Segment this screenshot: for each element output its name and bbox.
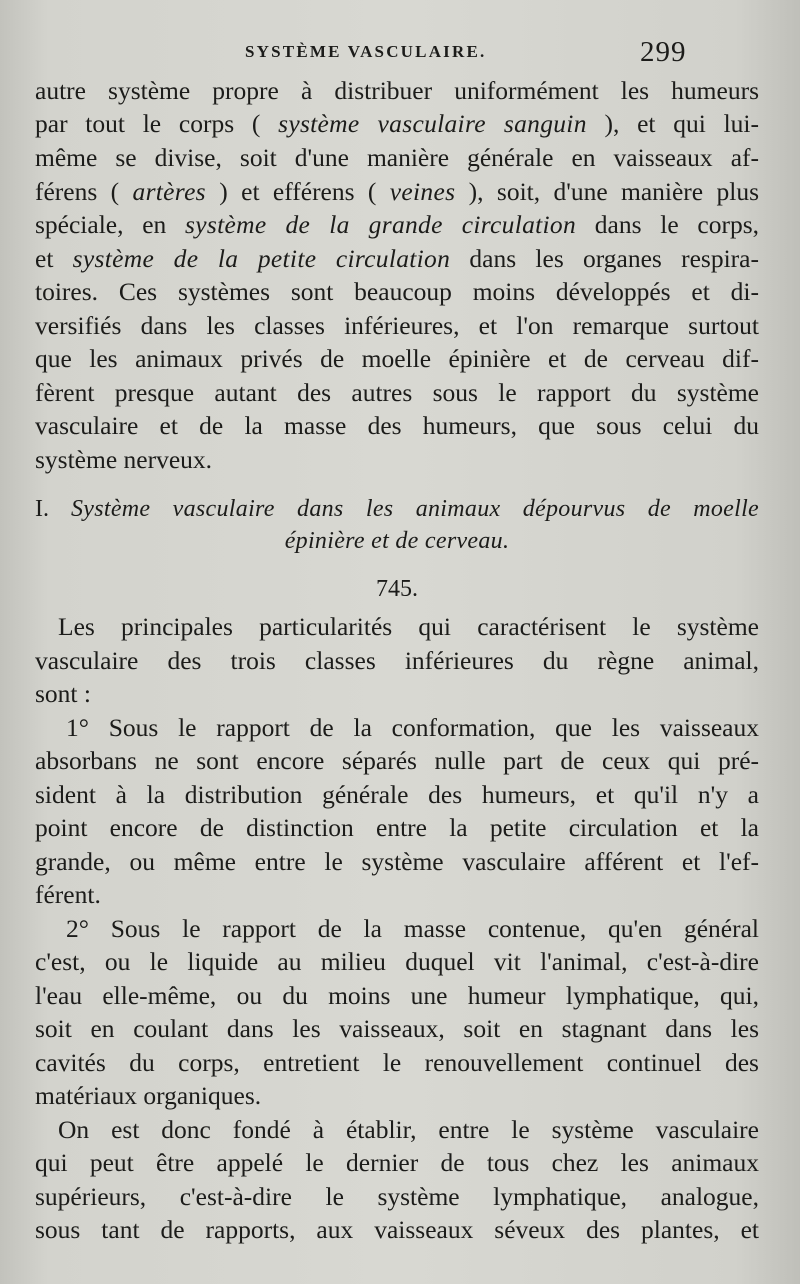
running-title: SYSTÈME VASCULAIRE.	[245, 42, 487, 61]
italic-text: veines	[389, 177, 456, 206]
text-line: férens ( artères ) et efférens ( veines ), soit, d'une manière plus	[35, 177, 759, 206]
text-line: spéciale, en système de la grande circulation dans le corps,	[35, 210, 759, 239]
text-line: 2° Sous le rapport de la masse contenue, qu'en général	[66, 914, 759, 943]
italic-text: artères	[132, 177, 206, 206]
page-number: 299	[640, 36, 687, 68]
text-line: même se divise, soit d'une manière générale en vaisseaux af-	[35, 143, 759, 172]
text-line: On est donc fondé à établir, entre le système vasculaire	[58, 1115, 759, 1144]
text-line: autre système propre à distribuer uniformément les humeurs	[35, 76, 759, 105]
italic-text: système de la grande circulation	[185, 210, 577, 239]
italic-text: système vasculaire sanguin	[278, 109, 587, 138]
text-line: toires. Ces systèmes sont beaucoup moins développés et di-	[35, 277, 759, 306]
text-line: vasculaire et de la masse des humeurs, que sous celui du	[35, 411, 759, 440]
text-line: 1° Sous le rapport de la conformation, que les vaisseaux	[66, 713, 759, 742]
text-line: sident à la distribution générale des humeurs, et qu'il n'y a	[35, 780, 759, 809]
text-line: grande, ou même entre le système vasculaire afférent et l'ef-	[35, 847, 759, 876]
italic-text: Système vasculaire dans les animaux dépourvus de moelle	[70, 496, 760, 522]
text-line: par tout le corps ( système vasculaire sanguin ), et qui lui-	[35, 109, 760, 138]
text-line: vasculaire des trois classes inférieures du règne animal,	[35, 646, 759, 675]
text-line: soit en coulant dans les vaisseaux, soit en stagnant dans les	[35, 1014, 759, 1043]
text-line: sous tant de rapports, aux vaisseaux séveux des plantes, et	[35, 1215, 759, 1244]
text-line: c'est, ou le liquide au milieu duquel vit l'animal, c'est-à-dire	[35, 947, 759, 976]
text-line: versifiés dans les classes inférieures, et l'on remarque surtout	[35, 311, 759, 340]
text-line: système nerveux.	[35, 445, 213, 474]
paragraph-number: 745.	[376, 576, 418, 602]
text-line: Les principales particularités qui caractérisent le système	[58, 612, 759, 641]
text-line: sont :	[35, 679, 91, 708]
text-line: fèrent presque autant des autres sous le rapport du système	[35, 378, 759, 407]
section-heading: I. Système vasculaire dans les animaux dépourvus de moelle	[35, 496, 760, 522]
text-line: qui peut être appelé le dernier de tous chez les animaux	[35, 1148, 759, 1177]
text-line: et système de la petite circulation dans les organes respira-	[35, 244, 759, 273]
text-line: férent.	[35, 880, 101, 909]
section-heading-continued	[35, 528, 759, 555]
italic-text: système de la petite circulation	[72, 244, 451, 273]
text-line: supérieurs, c'est-à-dire le système lymphatique, analogue,	[35, 1182, 759, 1211]
page-header	[0, 36, 800, 80]
text-line: point encore de distinction entre la petite circulation et la	[35, 813, 759, 842]
text-line: matériaux organiques.	[35, 1081, 262, 1110]
text-line: cavités du corps, entretient le renouvellement continuel des	[35, 1048, 759, 1077]
text-line: absorbans ne sont encore séparés nulle part de ceux qui pré-	[35, 746, 759, 775]
italic-text: épinière et de cerveau.	[284, 528, 510, 554]
text-line: l'eau elle-même, ou du moins une humeur lymphatique, qui,	[35, 981, 759, 1010]
text-line: que les animaux privés de moelle épinière et de cerveau dif-	[35, 344, 759, 373]
